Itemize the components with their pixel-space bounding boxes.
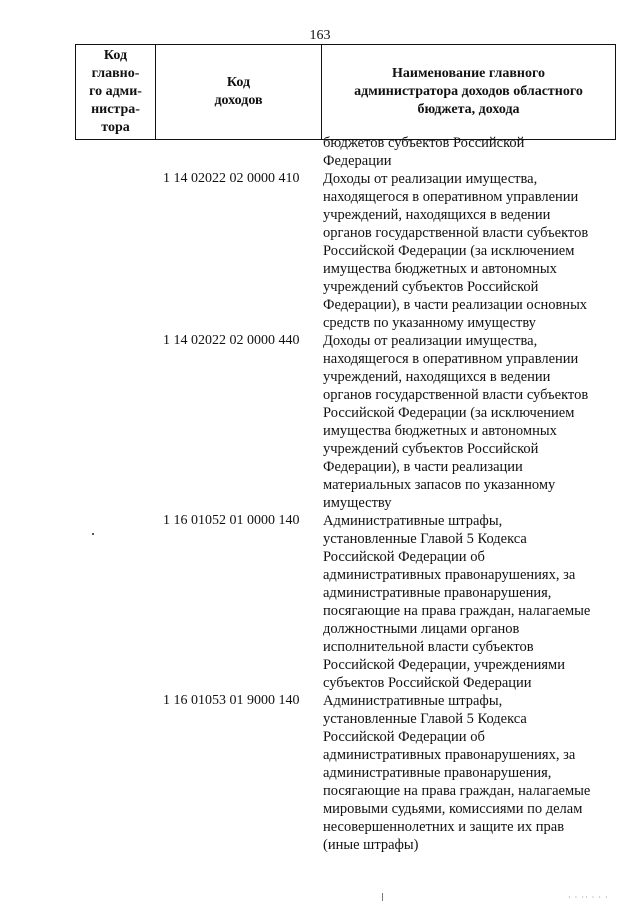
income-name-line: учреждений субъектов Российской [323, 441, 539, 457]
table-row [75, 170, 615, 332]
header-row [76, 45, 616, 140]
scan-corner-mark: · · ·· · · · [568, 893, 609, 902]
admin-code-cell [75, 692, 155, 854]
income-name-line: имущества бюджетных и автономных [323, 261, 557, 277]
income-name-line: Административные штрафы, [323, 513, 503, 529]
header-table [75, 44, 616, 140]
income-name-line: учреждений субъектов Российской [323, 279, 539, 295]
income-name-line: средств по указанному имуществу [323, 315, 536, 331]
table-row [75, 512, 615, 692]
scan-dot [92, 533, 94, 535]
header-income-code [156, 45, 322, 140]
income-code-cell [155, 134, 321, 170]
income-code-cell: 1 16 01052 01 0000 140 [163, 513, 300, 528]
income-name-line: Российской Федерации, учреждениями [323, 657, 565, 673]
income-name-line: Российской Федерации об [323, 549, 485, 565]
income-name-line: Федерации), в части реализации [323, 459, 523, 475]
income-name-line: установленные Главой 5 Кодекса [323, 711, 527, 727]
header-admin-code-text: Код главно- го адми- нистра- тора [89, 48, 142, 135]
income-name-line: Доходы от реализации имущества, [323, 333, 538, 349]
admin-code-cell [75, 332, 155, 512]
table-row [75, 332, 615, 512]
income-name-line: имуществу [323, 495, 392, 511]
income-name-line: (иные штрафы) [323, 837, 419, 853]
income-name-cell [321, 332, 615, 512]
income-name-line: посягающие на права граждан, налагаемые [323, 603, 591, 619]
income-name-line: административные правонарушения, [323, 585, 552, 601]
income-code-cell: 1 16 01053 01 9000 140 [163, 693, 300, 708]
admin-code-cell [75, 134, 155, 170]
income-name-line: несовершеннолетних и защите их прав [323, 819, 565, 835]
admin-code-cell [75, 170, 155, 332]
page-number: 163 [309, 28, 331, 43]
income-name-line: должностными лицами органов [323, 621, 520, 637]
income-code-cell: 1 14 02022 02 0000 410 [163, 171, 300, 186]
header-income-code-text: Код доходов [214, 75, 263, 108]
table-row [75, 692, 615, 854]
table-body [75, 134, 615, 854]
income-name-line: материальных запасов по указанному [323, 477, 556, 493]
income-name-cell [321, 512, 615, 692]
income-name-line: учреждений, находящихся в ведении [323, 207, 551, 223]
income-name-line: мировыми судьями, комиссиями по делам [323, 801, 583, 817]
income-name-line: посягающие на права граждан, налагаемые [323, 783, 591, 799]
income-name-line: Федерации [323, 153, 392, 169]
income-name-line: имущества бюджетных и автономных [323, 423, 557, 439]
income-name-line: Российской Федерации (за исключением [323, 405, 575, 421]
income-name-line: Российской Федерации об [323, 729, 485, 745]
income-name-line: бюджетов субъектов Российской [323, 135, 525, 151]
income-name-line: Административные штрафы, [323, 693, 503, 709]
income-name-line: административных правонарушениях, за [323, 567, 576, 583]
income-name-line: исполнительной власти субъектов [323, 639, 534, 655]
income-code-cell: 1 14 02022 02 0000 440 [163, 333, 300, 348]
header-name-text: Наименование главного администратора доходов областного бюджета, дохода [354, 66, 583, 117]
admin-code-cell [75, 512, 155, 692]
income-name-cell [321, 134, 615, 170]
income-name-line: учреждений, находящихся в ведении [323, 369, 551, 385]
table-row [75, 134, 615, 170]
income-name-line: органов государственной власти субъектов [323, 225, 589, 241]
income-name-line: административных правонарушениях, за [323, 747, 576, 763]
income-name-line: установленные Главой 5 Кодекса [323, 531, 527, 547]
income-name-line: Российской Федерации (за исключением [323, 243, 575, 259]
header-name [322, 45, 616, 140]
income-name-line: органов государственной власти субъектов [323, 387, 589, 403]
income-name-cell [321, 692, 615, 854]
header-admin-code [76, 45, 156, 140]
income-name-line: Федерации), в части реализации основных [323, 297, 588, 313]
income-name-line: находящегося в оперативном управлении [323, 351, 579, 367]
income-name-line: субъектов Российской Федерации [323, 675, 532, 691]
income-name-line: Доходы от реализации имущества, [323, 171, 538, 187]
scan-tick [382, 893, 383, 901]
income-name-cell [321, 170, 615, 332]
income-name-line: находящегося в оперативном управлении [323, 189, 579, 205]
income-name-line: административные правонарушения, [323, 765, 552, 781]
